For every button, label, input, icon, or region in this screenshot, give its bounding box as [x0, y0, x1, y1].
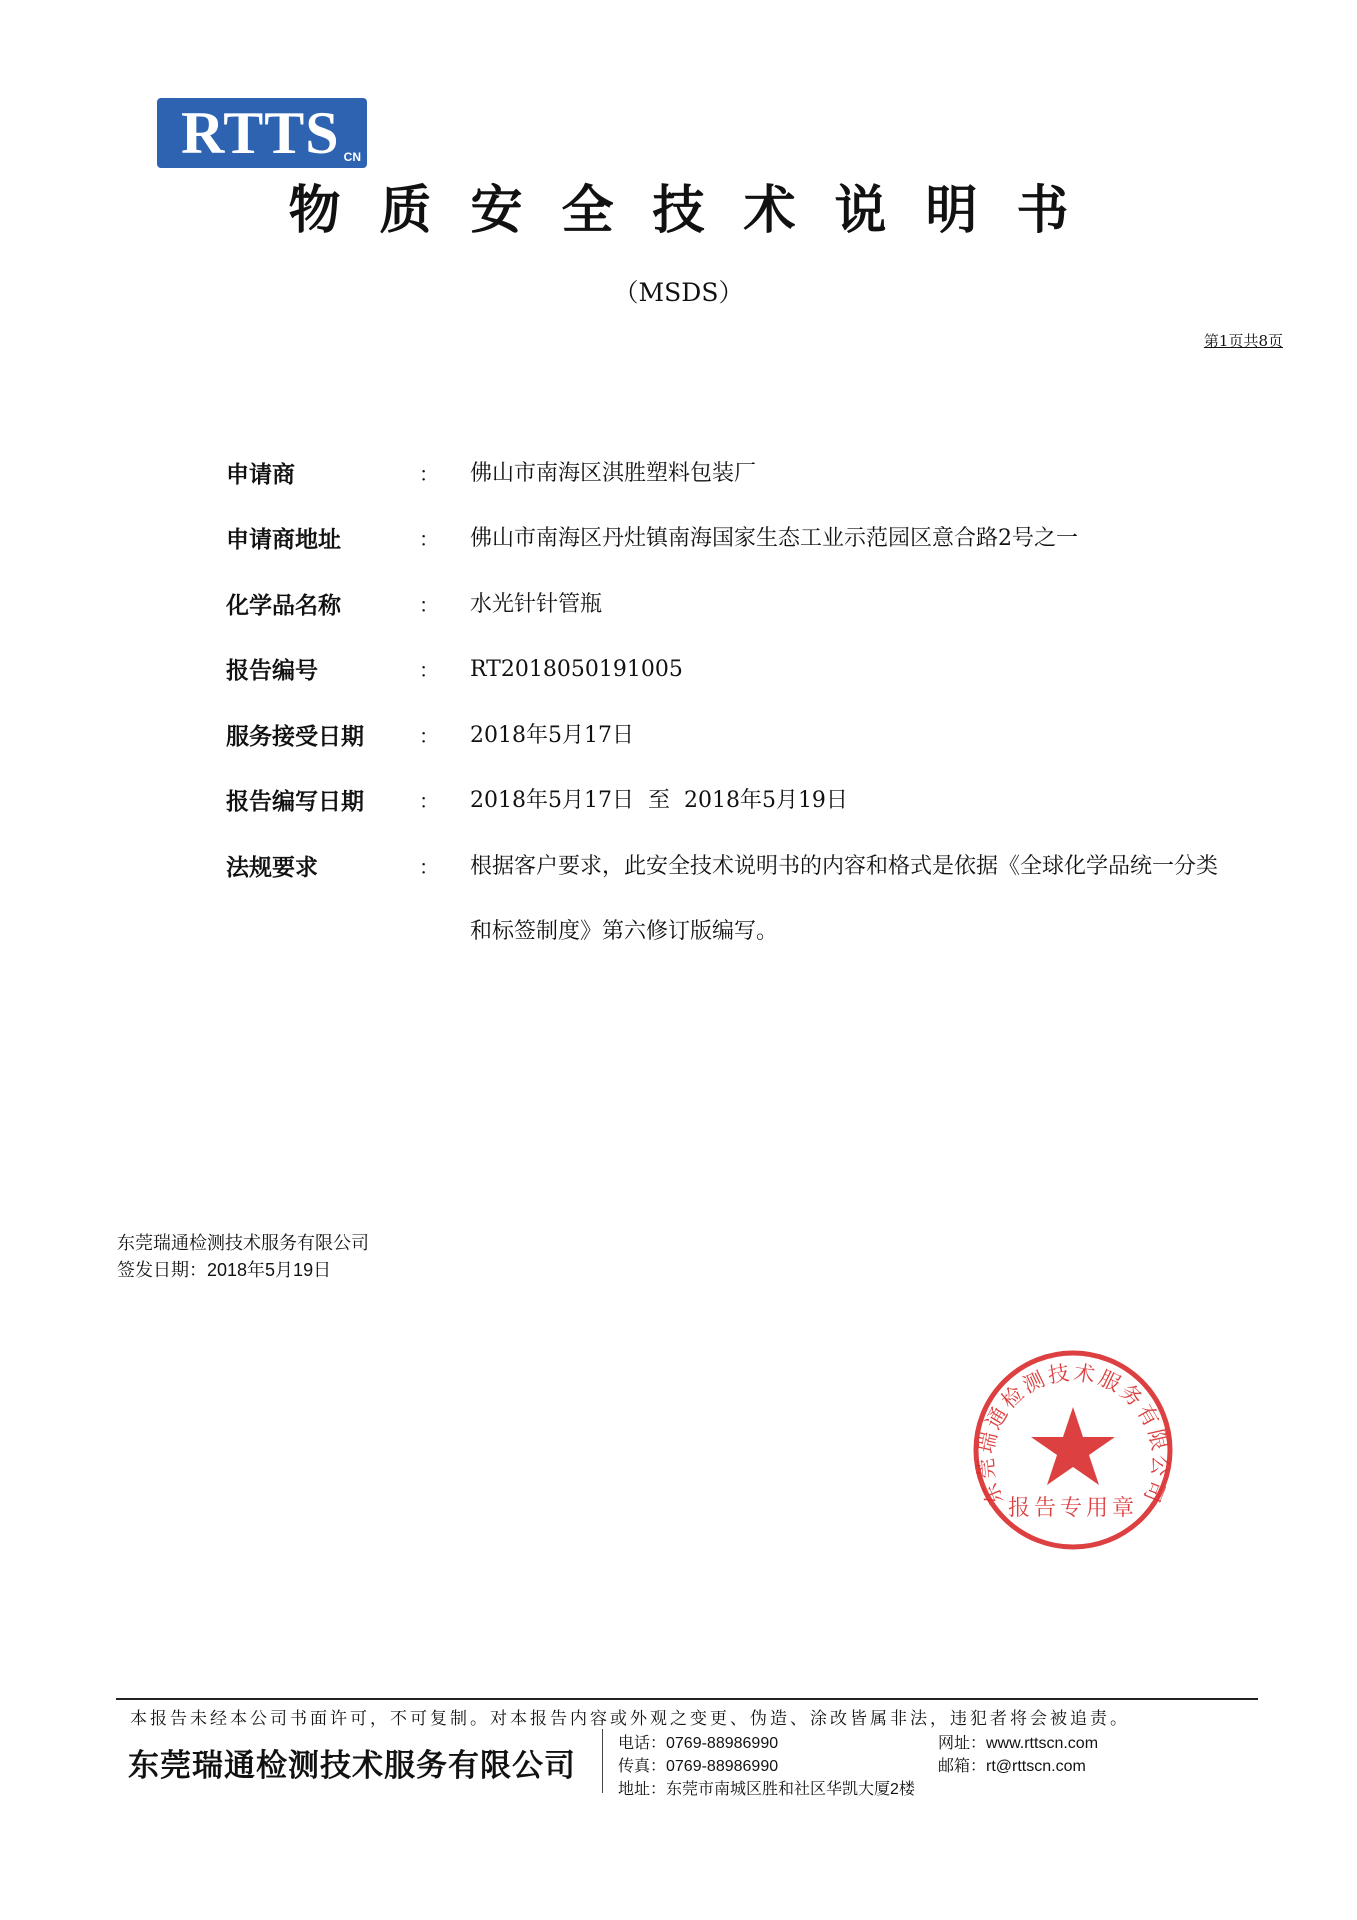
- info-row-report-number: [226, 652, 1226, 692]
- footer-notice: 本报告未经本公司书面许可，不可复制。对本报告内容或外观之变更、伪造、涂改皆属非法，违犯者将会被追责。: [130, 1709, 1130, 1728]
- info-label: 法规要求: [226, 854, 318, 881]
- footer-address: 地址：东莞市南城区胜和社区华凯大厦2楼: [618, 1781, 915, 1798]
- info-label: 报告编号: [226, 657, 318, 684]
- info-row-applicant-address: [226, 521, 1226, 561]
- official-seal: [968, 1345, 1178, 1555]
- info-colon: ：: [419, 658, 439, 682]
- footer-email: 邮箱：rt@rttscn.com: [938, 1758, 1086, 1775]
- info-row-report-dates: [226, 783, 1226, 823]
- document-subtitle: （MSDS）: [613, 278, 744, 307]
- info-value: 水光针针管瓶: [470, 592, 603, 617]
- seal-bottom-text: 报告专用章: [1007, 1496, 1139, 1521]
- footer-divider-line: [116, 1698, 1258, 1700]
- issue-date: 签发日期：2018年5月19日: [117, 1260, 332, 1280]
- info-colon: ：: [419, 462, 439, 486]
- footer-fax: 传真：0769-88986990: [618, 1758, 779, 1775]
- info-label: 服务接受日期: [226, 723, 364, 750]
- info-value: 根据客户要求，此安全技术说明书的内容和格式是依据《全球化学品统一分类和标签制度》第六修订版编写。: [470, 854, 1219, 944]
- info-colon: ：: [419, 855, 439, 879]
- info-colon: ：: [419, 593, 439, 617]
- info-row-regulation: [226, 849, 1226, 969]
- footer-website: 网址：www.rttscn.com: [938, 1735, 1099, 1752]
- info-value: 2018年5月17日: [470, 723, 634, 748]
- logo-subtext: CN: [343, 150, 361, 164]
- info-label: 化学品名称: [226, 592, 341, 619]
- star-icon: [1031, 1407, 1115, 1485]
- info-row-chemical-name: [226, 587, 1226, 627]
- company-logo: [157, 98, 367, 168]
- info-value: RT2018050191005: [470, 657, 683, 682]
- info-label: 报告编写日期: [226, 788, 364, 815]
- info-colon: ：: [419, 724, 439, 748]
- issuer-company: 东莞瑞通检测技术服务有限公司: [117, 1233, 369, 1253]
- issuer-block: [117, 1230, 369, 1284]
- info-row-applicant: [226, 456, 1226, 496]
- footer-vertical-divider: [602, 1729, 603, 1793]
- info-value: 2018年5月17日 至 2018年5月19日: [470, 788, 848, 813]
- page-indicator: 第1页共8页: [1203, 332, 1283, 350]
- logo-text: RTTS: [181, 100, 340, 166]
- footer-phone: 电话：0769-88986990: [618, 1735, 779, 1752]
- info-colon: ：: [419, 527, 439, 551]
- footer-company-name: 东莞瑞通检测技术服务有限公司: [128, 1748, 576, 1783]
- info-label: 申请商地址: [226, 526, 341, 553]
- info-row-service-date: [226, 718, 1226, 758]
- document-title: 物质安全技术说明书: [288, 180, 1108, 241]
- info-colon: ：: [419, 789, 439, 813]
- info-value: 佛山市南海区丹灶镇南海国家生态工业示范园区意合路2号之一: [470, 526, 1078, 551]
- seal-ring-text: 东莞瑞通检测技术服务有限公司: [973, 1360, 1173, 1509]
- info-value: 佛山市南海区淇胜塑料包装厂: [470, 461, 757, 486]
- info-label: 申请商: [226, 461, 295, 488]
